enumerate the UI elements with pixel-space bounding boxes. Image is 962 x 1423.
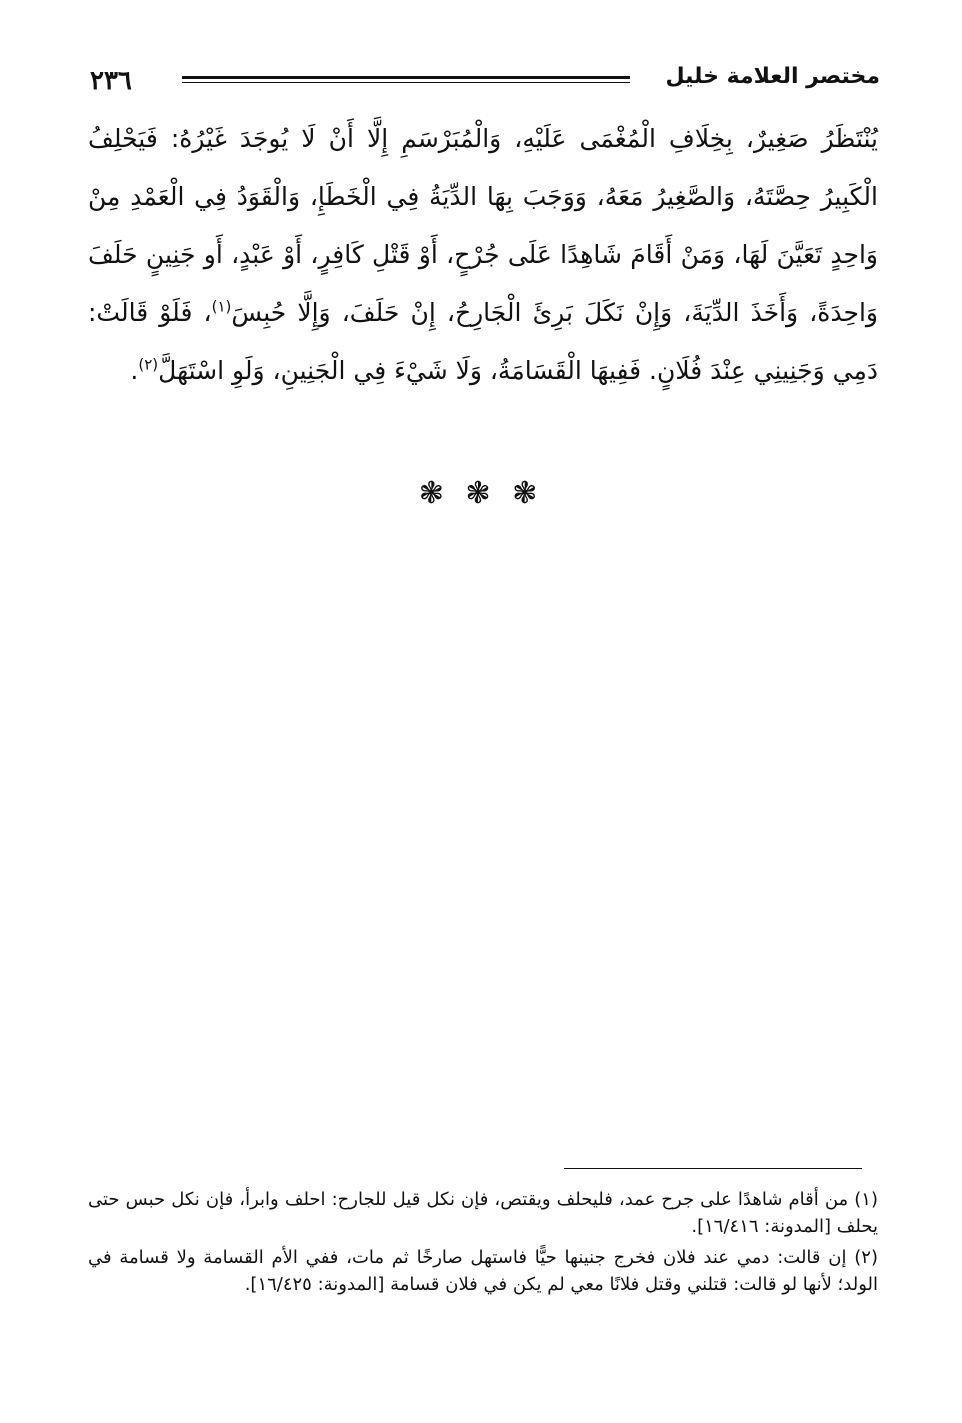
main-text <box>88 110 878 400</box>
text-segment-1: يُنْتَظَرُ صَغِيرٌ، بِخِلَافِ الْمُغْمَى عَلَيْهِ، وَالْمُبَرْسَمِ إِلَّا أَنْ لَا يُوجَدَ غَيْرُهُ: فَيَحْلِفُ الْكَبِيرُ حِصَّتَهُ، وَالصَّغِيرُ مَعَهُ، وَوَجَبَ بِهَا الدِّيَةُ فِي الْخَطَإِ، وَالْقَوَدُ فِي الْعَمْدِ مِنْ وَاحِدٍ تَعَيَّنَ لَهَا، وَمَنْ أَقَامَ شَاهِدًا عَلَى جُرْحٍ، أَوْ قَتْلِ كَافِرٍ، أَوْ عَبْدٍ، أَو جَنِينٍ حَلَفَ وَاحِدَةً، وَأَخَذَ الدِّيَةَ، وَإِنْ نَكَلَ بَرِئَ الْجَارِحُ، إِنْ حَلَفَ، وَإِلَّا حُبِسَ <box>88 124 878 327</box>
footnote-1: (١) من أقام شاهدًا على جرح عمد، فليحلف ويقتص، فإن نكل قيل للجارح: احلف وابرأ، فإن نكل حبس حتى يحلف [المدونة: ١٦/٤١٦]. <box>88 1189 878 1237</box>
text-segment-2: ، فَلَوْ قَالَتْ: دَمِي وَجَنِينِي عِنْدَ فُلَانٍ. فَفِيهَا الْقَسَامَةُ، وَلَا شَيْءَ فِي الْجَنِينِ، وَلَوِ اسْتَهَلَّ <box>88 298 878 385</box>
text-segment-3: . <box>130 356 139 385</box>
footnote-ref-1[interactable]: (١) <box>211 297 232 316</box>
section-separator: ❃ ❃ ❃ <box>418 476 544 511</box>
page-number: ٢٣٦ <box>90 66 132 96</box>
footnote-ref-2[interactable]: (٢) <box>138 355 159 374</box>
footnote-divider <box>564 1168 862 1169</box>
page-header <box>90 62 880 102</box>
running-title: مختصر العلامة خليل <box>665 64 880 89</box>
main-paragraph <box>88 110 878 400</box>
header-rule <box>182 76 630 83</box>
footnote-2: (٢) إن قالت: دمي عند فلان فخرج جنينها حيًّا فاستهل صارخًا ثم مات، ففي الأم القسامة ولا قسامة في الولد؛ لأنها لو قالت: قتلني وقتل فلانًا معي لم يكن في فلان قسامة [المدونة: ١٦/٤٢٥]. <box>88 1247 878 1295</box>
footnotes <box>88 1186 878 1302</box>
